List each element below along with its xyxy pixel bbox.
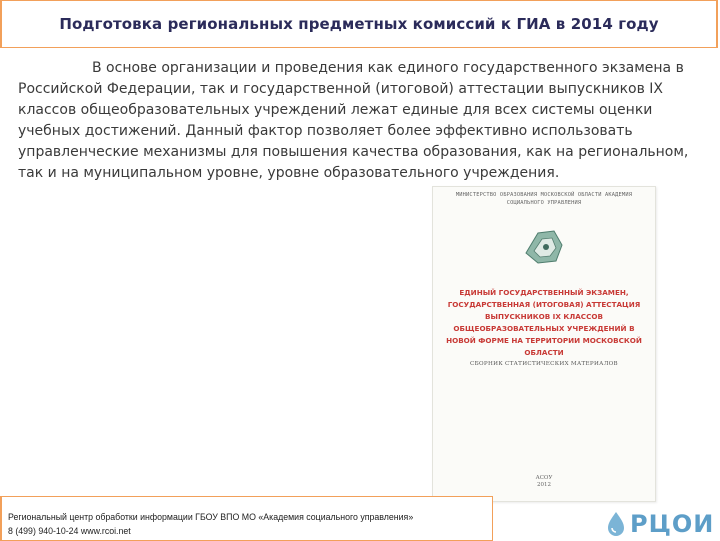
- title-bar: [0, 0, 718, 48]
- droplet-icon: [604, 510, 628, 538]
- footer-organization: Региональный центр обработки информации ГБОУ ВПО МО «Академия социального управления»: [8, 512, 414, 522]
- logo-text: РЦОИ: [630, 510, 715, 538]
- cover-footer-year: 2012: [537, 482, 551, 488]
- emblem-icon: [516, 223, 570, 269]
- cover-footer: [513, 475, 575, 489]
- cover-header: МИНИСТЕРСТВО ОБРАЗОВАНИЯ МОСКОВСКОЙ ОБЛАСТИ АКАДЕМИЯ СОЦИАЛЬНОГО УПРАВЛЕНИЯ: [455, 192, 633, 206]
- slide-paragraph: [18, 58, 708, 184]
- paragraph-text: В основе организации и проведения как единого государственного экзамена в Российской Федерации, так и государственной (итоговой) аттестации выпускников IX классов общеобразовательных учреждений лежат единые для всех системы оценки учебных достижений. Данный фактор позволяет более эффективно использовать управленческие механизмы для повышения качества образования, как на региональном, так и на муниципальном уровне, уровне образовательного учреждения.: [18, 60, 689, 181]
- footer: [0, 496, 493, 541]
- cover-subtitle: СБОРНИК СТАТИСТИЧЕСКИХ МАТЕРИАЛОВ: [470, 361, 618, 367]
- cover-footer-publisher: АСОУ: [535, 475, 553, 481]
- rcoi-logo: [604, 510, 718, 538]
- cover-red-title: ЕДИНЫЙ ГОСУДАРСТВЕННЫЙ ЭКЗАМЕН, ГОСУДАРСТВЕННАЯ (ИТОГОВАЯ) АТТЕСТАЦИЯ ВЫПУСКНИКОВ IX КЛАССОВ ОБЩЕОБРАЗОВАТЕЛЬНЫХ УЧРЕЖДЕНИЙ В НОВОЙ ФОРМЕ НА ТЕРРИТОРИИ МОСКОВСКОЙ ОБЛАСТИ: [446, 288, 642, 357]
- slide-title: Подготовка региональных предметных комиссий к ГИА в 2014 году: [59, 15, 659, 33]
- footer-contacts: 8 (499) 940-10-24 www.rcoi.net: [8, 526, 131, 536]
- report-cover-image: [432, 186, 656, 502]
